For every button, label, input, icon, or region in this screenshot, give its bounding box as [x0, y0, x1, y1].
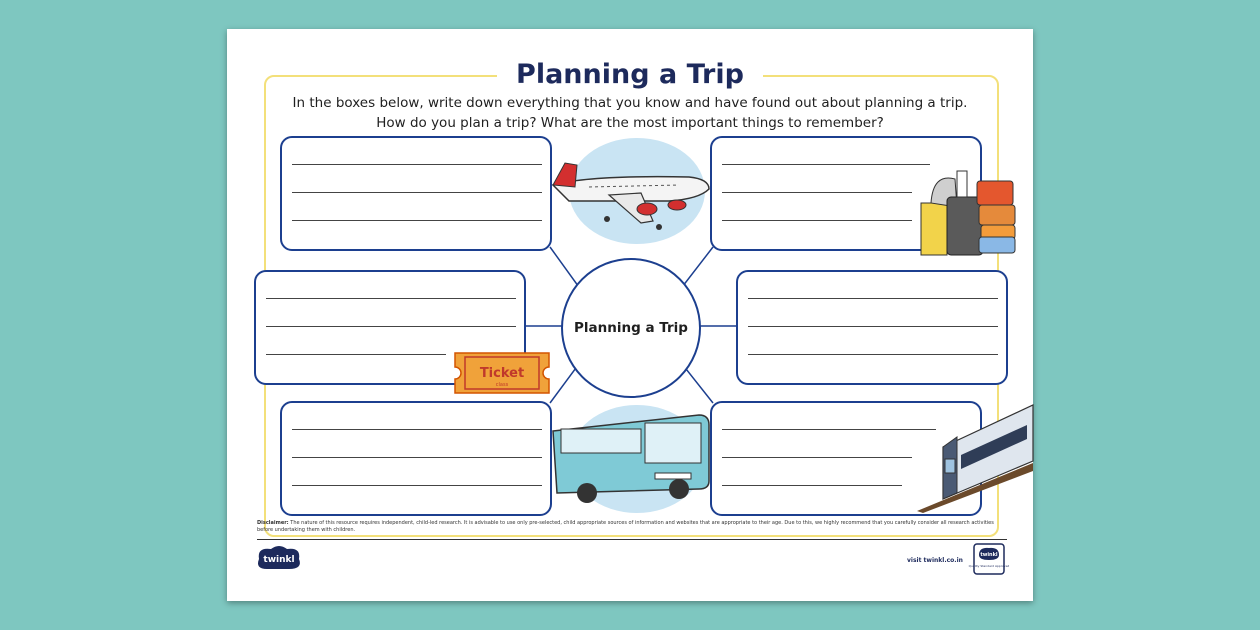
ticket-label: Ticket [479, 366, 525, 381]
write-line[interactable] [722, 485, 902, 486]
box-bottom-left[interactable] [280, 401, 552, 516]
luggage-icon [917, 167, 1021, 257]
footer-rule [257, 539, 1007, 540]
ticket-icon [453, 351, 551, 395]
write-line[interactable] [748, 326, 998, 327]
badge-sub: Quality Standard Approved [968, 564, 1010, 568]
write-line[interactable] [292, 220, 542, 221]
disclaimer-label: Disclaimer: [257, 520, 289, 526]
write-line[interactable] [722, 220, 912, 221]
write-line[interactable] [722, 429, 936, 430]
train-icon [917, 403, 1033, 513]
twinkl-logo-icon[interactable] [255, 545, 303, 571]
instructions-line-1: In the boxes below, write down everything that you know and have found out about planning a trip. [292, 95, 968, 111]
quality-badge-icon [968, 543, 1010, 575]
visit-link[interactable]: visit twinkl.co.in [907, 557, 963, 564]
page-title: Planning a Trip [497, 55, 763, 95]
box-middle-right[interactable] [736, 270, 1008, 385]
write-line[interactable] [722, 164, 930, 165]
write-line[interactable] [292, 192, 542, 193]
instructions [267, 93, 993, 133]
write-line[interactable] [292, 485, 542, 486]
disclaimer-text: The nature of this resource requires independent, child-led research. It is advisable to use only pre-selected, child appropriate sources of information and websites that are appropriate to their age. Due to this, we highly recommend that you carefully consider all research activities before undertaking them with children. [257, 520, 994, 533]
airplane-icon [549, 135, 719, 251]
write-line[interactable] [722, 192, 912, 193]
write-line[interactable] [266, 326, 516, 327]
write-line[interactable] [722, 457, 912, 458]
ticket-sub: class [495, 382, 509, 388]
write-line[interactable] [292, 457, 542, 458]
badge-text: twinkl [980, 552, 998, 558]
bus-icon [549, 401, 719, 517]
center-label: Planning a Trip [574, 320, 688, 336]
write-line[interactable] [292, 164, 542, 165]
write-line[interactable] [748, 298, 998, 299]
center-circle [561, 258, 701, 398]
disclaimer [257, 520, 1007, 534]
write-line[interactable] [748, 354, 998, 355]
logo-text: twinkl [263, 555, 295, 565]
write-line[interactable] [292, 429, 542, 430]
worksheet-page [227, 29, 1033, 601]
instructions-line-2: How do you plan a trip? What are the most important things to remember? [376, 115, 884, 131]
write-line[interactable] [266, 354, 446, 355]
box-top-left[interactable] [280, 136, 552, 251]
write-line[interactable] [266, 298, 516, 299]
